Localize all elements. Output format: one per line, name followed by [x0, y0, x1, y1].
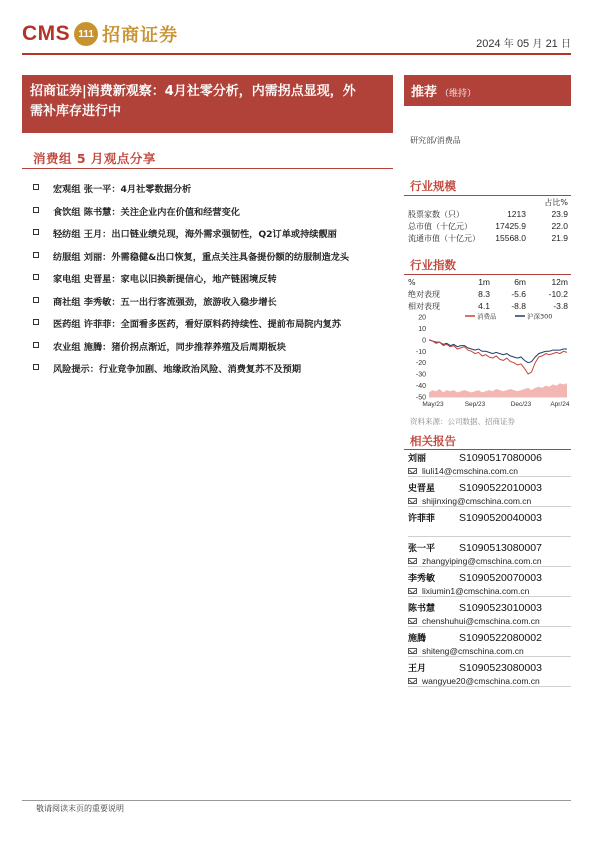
related-reports-divider: [404, 449, 571, 450]
mail-icon: [408, 498, 417, 504]
related-reports-title: 相关报告: [410, 434, 456, 448]
analyst-contacts: [408, 451, 571, 691]
legend-label: 沪深300: [527, 312, 553, 321]
chart-source: 资料来源：公司数据、招商证券: [410, 417, 515, 426]
x-tick-label: Apr/24: [550, 401, 570, 408]
footer-disclaimer: 敬请阅读末页的重要说明: [36, 804, 124, 813]
list-item: 宏观组 张一平：4月社零数据分析: [33, 181, 393, 204]
contact-divider: [408, 596, 571, 597]
rating-qualifier: （维持）: [440, 89, 477, 99]
analyst-contact: [408, 631, 571, 661]
analyst-id-row: [408, 511, 571, 524]
analyst-id-row: [408, 451, 571, 464]
rating-box: [404, 75, 571, 106]
analyst-id-row: [408, 571, 571, 584]
y-tick-label: -50: [415, 394, 426, 402]
checkbox-bullet-icon: [33, 364, 39, 370]
analyst-id-row: [408, 601, 571, 614]
analyst-contact: [408, 481, 571, 511]
analyst-email[interactable]: shijinxing@cmschina.com.cn: [422, 496, 532, 506]
table-header-row: 占比%: [544, 197, 568, 207]
analyst-name: 张一平: [408, 544, 436, 554]
viewpoint-list: [33, 181, 393, 384]
industry-index-divider: [404, 274, 571, 275]
mail-icon: [408, 558, 417, 564]
section-subtitle: 消费组 5 月观点分享: [33, 151, 156, 166]
logo-cms-text: CMS: [22, 22, 71, 45]
analyst-name: 施腾: [408, 634, 427, 644]
mail-icon: [408, 618, 417, 624]
series-area-relative: [429, 383, 567, 397]
title-line-1: 招商证券|消费新观察：4月社零分析，内需拐点显现，外: [30, 84, 356, 99]
list-item: 商社组 李秀敏：五一出行客流强劲，旅游收入稳步增长: [33, 294, 393, 317]
y-tick-label: 10: [418, 325, 426, 333]
analyst-name: 史晋星: [408, 484, 436, 494]
report-title: [22, 75, 393, 133]
contact-divider: [408, 536, 571, 537]
contact-divider: [408, 476, 571, 477]
table-row: 流通市值（十亿元） 15568.0 21.9: [408, 233, 568, 243]
list-item: 风险提示：行业竞争加剧、地缘政治风险、消费复苏不及预期: [33, 361, 393, 384]
y-tick-label: -20: [415, 360, 426, 368]
x-tick-label: Sep/23: [464, 401, 486, 408]
list-item: 家电组 史晋星：家电以旧换新提信心，地产链困境反转: [33, 271, 393, 294]
list-item: 农业组 施腾：猪价拐点渐近，同步推荐养殖及后周期板块: [33, 339, 393, 362]
rating-label: 推荐: [411, 85, 438, 100]
analyst-id-row: [408, 481, 571, 494]
analyst-email[interactable]: liuli14@cmschina.com.cn: [422, 466, 519, 476]
department-label: 研究部/消费品: [410, 136, 461, 145]
industry-index-chart: [405, 311, 571, 413]
table-row: 相对表现 4.1 -8.8 -3.8: [408, 301, 568, 311]
y-tick-label: 0: [422, 337, 426, 345]
brand-logo: [22, 20, 178, 48]
analyst-name: 刘丽: [408, 454, 427, 464]
industry-scale-table: [408, 196, 568, 244]
checkbox-bullet-icon: [33, 184, 39, 190]
analyst-license-id: S1090522010003: [459, 481, 542, 494]
logo-badge-icon: 111: [74, 22, 98, 46]
analyst-license-id: S1090520040003: [459, 511, 542, 524]
industry-scale-title: 行业规模: [410, 179, 456, 193]
x-tick-label: Dec/23: [510, 401, 532, 408]
analyst-contact: [408, 541, 571, 571]
contact-divider: [408, 506, 571, 507]
subtitle-divider: [22, 168, 393, 169]
analyst-license-id: S1090513080007: [459, 541, 542, 554]
analyst-contact: [408, 601, 571, 631]
industry-index-title: 行业指数: [410, 258, 456, 272]
y-tick-label: 20: [418, 314, 426, 322]
analyst-license-id: S1090522080002: [459, 631, 542, 644]
analyst-contact: [408, 571, 571, 601]
analyst-email[interactable]: lixiumin1@cmschina.com.cn: [422, 586, 530, 596]
table-row: 绝对表现 8.3 -5.6 -10.2: [408, 289, 568, 299]
analyst-license-id: S1090523080003: [459, 661, 542, 674]
analyst-license-id: S1090523010003: [459, 601, 542, 614]
contact-divider: [408, 626, 571, 627]
report-date: 2024 年 05 月 21 日: [476, 38, 571, 50]
mail-icon: [408, 678, 417, 684]
analyst-email[interactable]: chenshuhui@cmschina.com.cn: [422, 616, 540, 626]
checkbox-bullet-icon: [33, 297, 39, 303]
mail-icon: [408, 648, 417, 654]
legend-label: 消费品: [477, 312, 497, 321]
checkbox-bullet-icon: [33, 342, 39, 348]
analyst-name: 王月: [408, 664, 427, 674]
y-tick-label: -10: [415, 348, 426, 356]
analyst-license-id: S1090517080006: [459, 451, 542, 464]
contact-divider: [408, 656, 571, 657]
analyst-contact: [408, 661, 571, 691]
table-row: 股票家数（只） 1213 23.9: [408, 209, 568, 219]
industry-index-table: [408, 276, 568, 312]
title-line-2: 需补库存进行中: [30, 104, 122, 119]
analyst-name: 陈书慧: [408, 604, 436, 614]
checkbox-bullet-icon: [33, 229, 39, 235]
analyst-email[interactable]: wangyue20@cmschina.com.cn: [422, 676, 540, 686]
list-item: 医药组 许菲菲：全面看多医药，看好原料药持续性、提前布局院内复苏: [33, 316, 393, 339]
contact-divider: [408, 686, 571, 687]
analyst-contact: [408, 451, 571, 481]
analyst-id-row: [408, 661, 571, 674]
checkbox-bullet-icon: [33, 252, 39, 258]
analyst-email[interactable]: shiteng@cmschina.com.cn: [422, 646, 524, 656]
x-tick-label: May/23: [422, 401, 444, 408]
table-header-row: % 1m 6m 12m: [408, 277, 568, 287]
logo-chinese-name: 招商证券: [102, 25, 179, 46]
analyst-license-id: S1090520070003: [459, 571, 542, 584]
y-tick-label: -40: [415, 383, 426, 391]
analyst-name: 李秀敏: [408, 574, 436, 584]
footer-divider: [22, 800, 571, 801]
analyst-email[interactable]: zhangyiping@cmschina.com.cn: [422, 556, 542, 566]
checkbox-bullet-icon: [33, 274, 39, 280]
list-item: 轻纺组 王月：出口链业绩兑现，海外需求强韧性，Q2订单或持续靓丽: [33, 226, 393, 249]
list-item: 食饮组 陈书慧：关注企业内在价值和经营变化: [33, 204, 393, 227]
header-divider: [22, 53, 571, 55]
mail-icon: [408, 588, 417, 594]
analyst-contact: [408, 511, 571, 541]
analyst-id-row: [408, 631, 571, 644]
list-item: 纺服组 刘丽：外需稳健&出口恢复，重点关注具备提份额的纺服制造龙头: [33, 249, 393, 272]
checkbox-bullet-icon: [33, 319, 39, 325]
analyst-id-row: [408, 541, 571, 554]
series-line: [429, 340, 567, 363]
y-tick-label: -30: [415, 371, 426, 379]
checkbox-bullet-icon: [33, 207, 39, 213]
contact-divider: [408, 566, 571, 567]
mail-icon: [408, 468, 417, 474]
analyst-name: 许菲菲: [408, 514, 436, 524]
table-row: 总市值（十亿元） 17425.9 22.0: [408, 221, 568, 231]
